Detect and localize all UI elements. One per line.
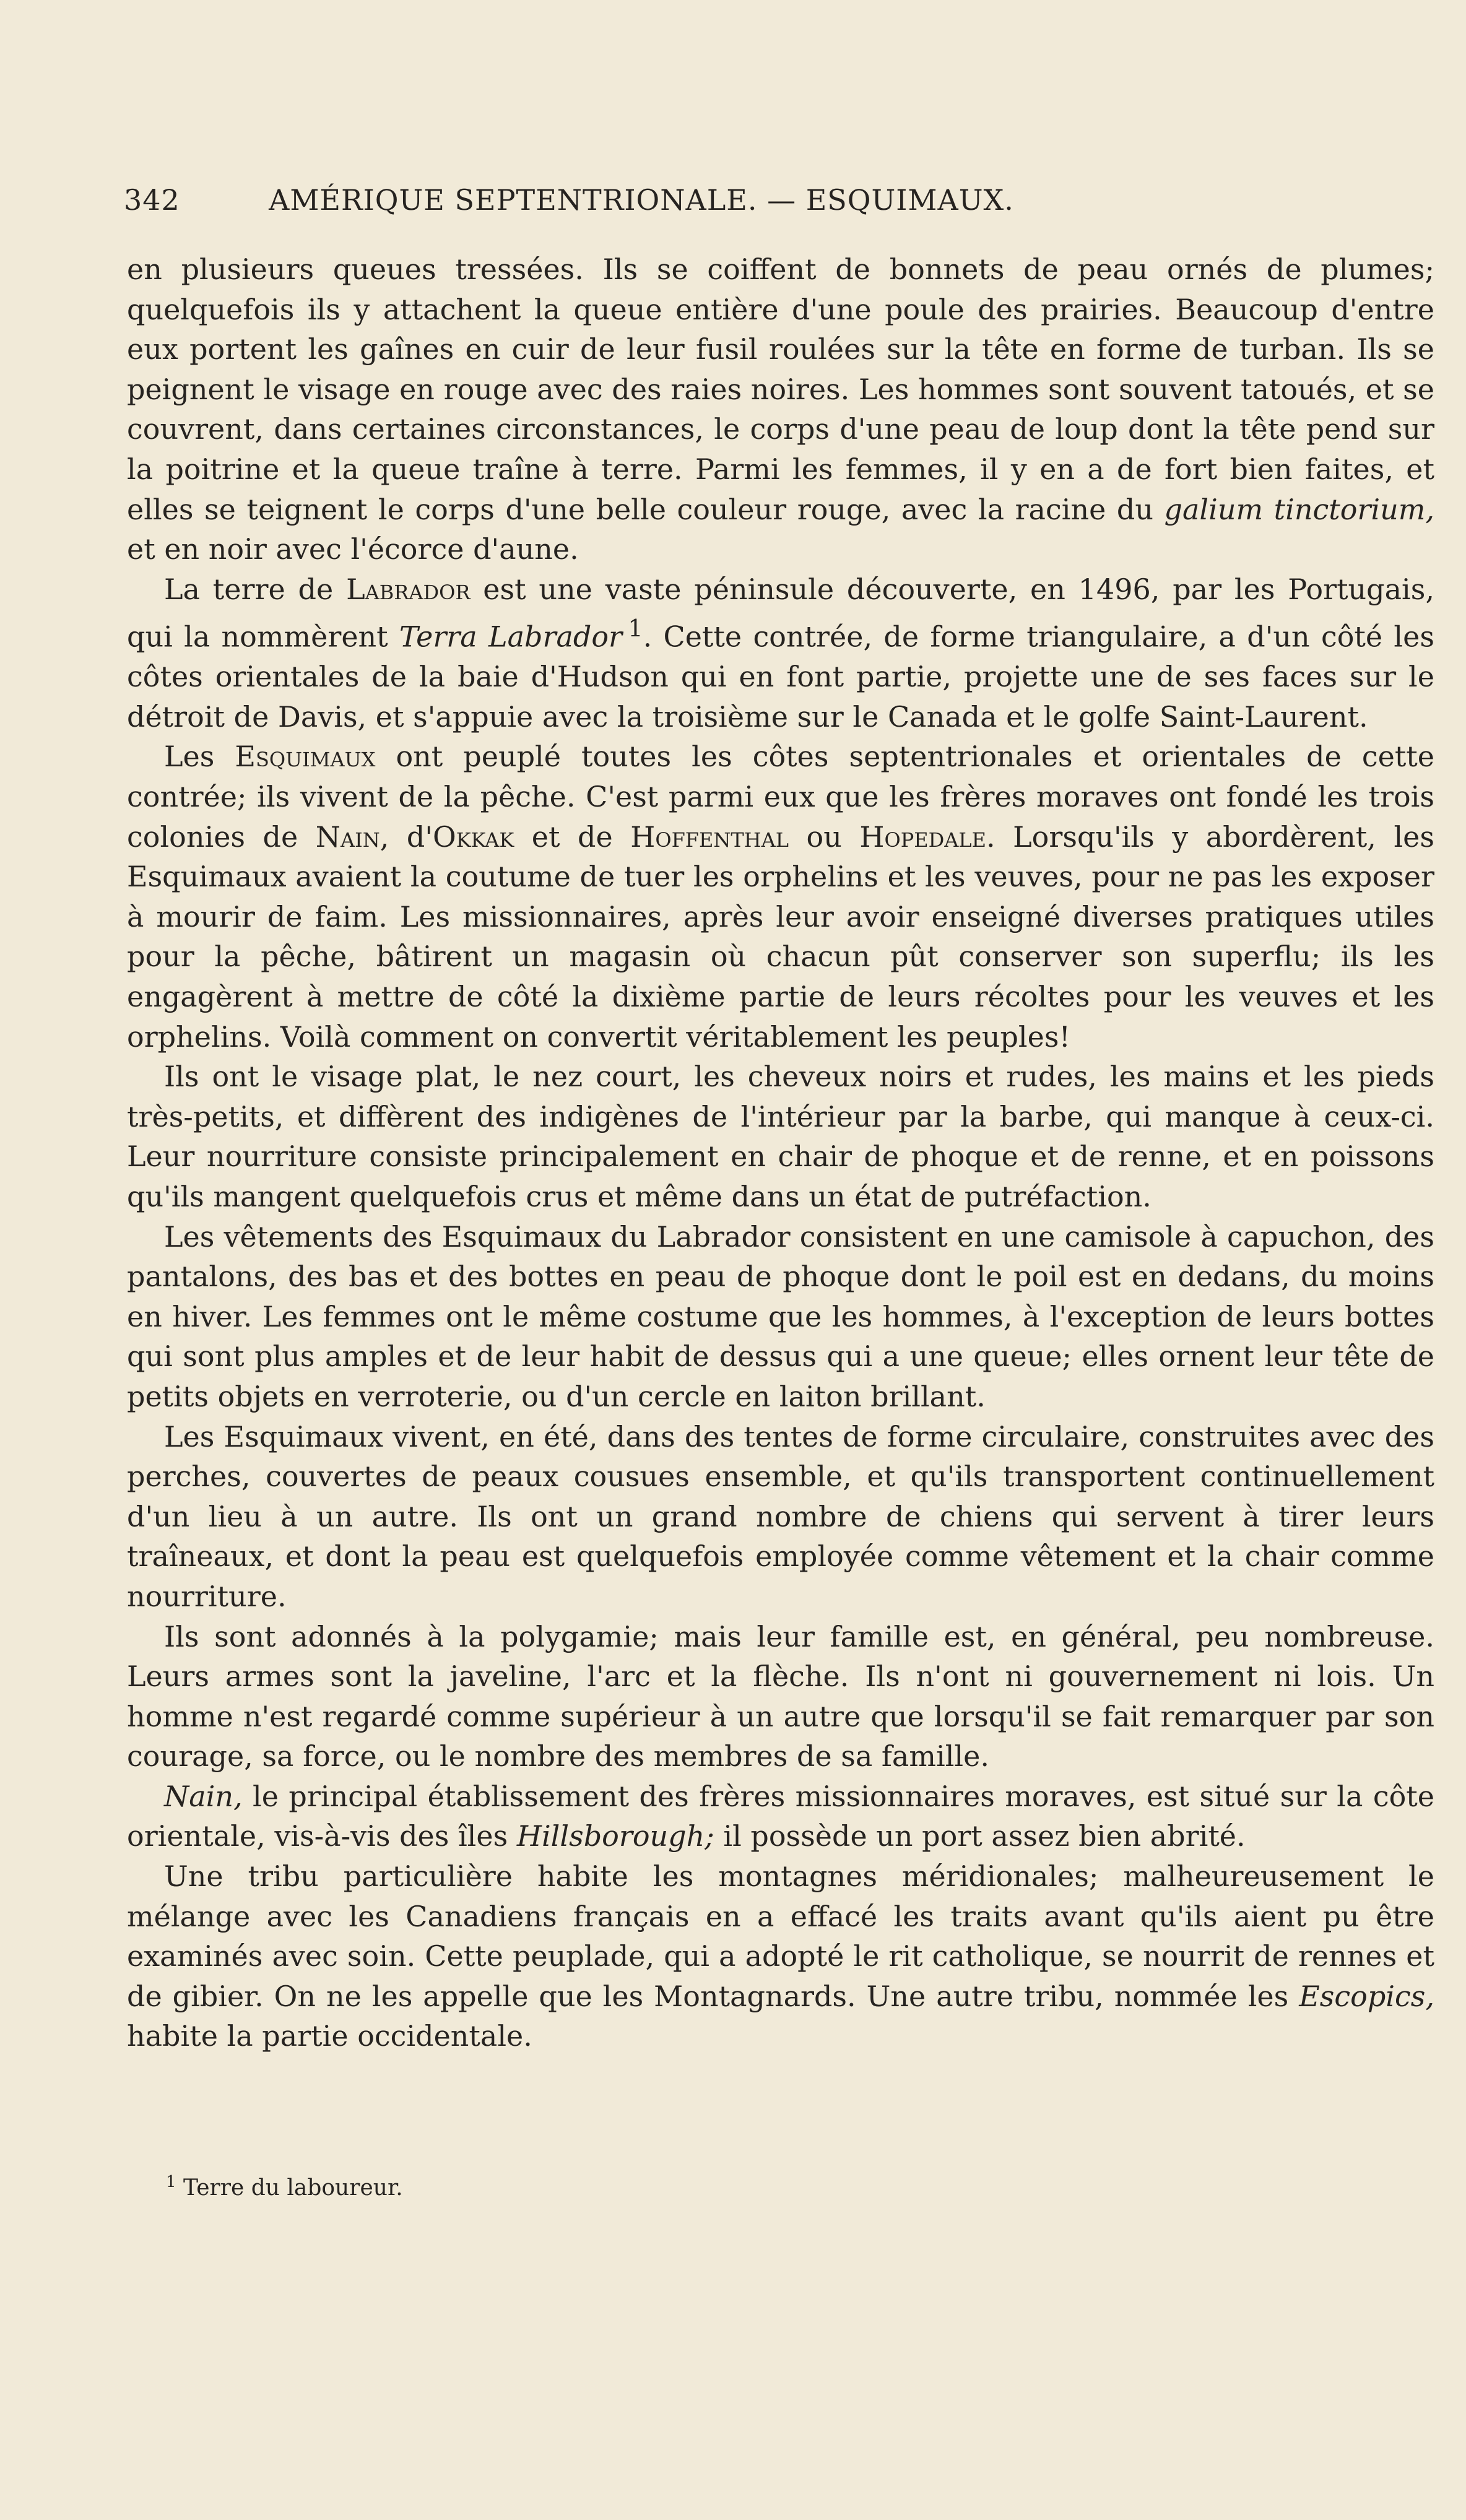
paragraph-7: Ils sont adonnés à la polygamie; mais leur famille est, en général, peu nombreuse. Leurs armes sont la javeline, l'arc et la flèche. Ils n'ont ni gouvernement ni lois. Un homme n'est regardé comme supérieur à un autre que lorsqu'il se fait remarquer par son courage, sa force, ou le nombre des membres de sa famille. — [127, 1619, 1434, 1773]
paragraph-9 — [127, 1856, 1434, 2056]
place-name: Labrador — [346, 572, 471, 606]
italic-term: galium tinctorium, — [1164, 492, 1434, 526]
italic-term: Nain, — [164, 1779, 243, 1813]
running-title: AMÉRIQUE SEPTENTRIONALE. — ESQUIMAUX. — [269, 183, 1014, 217]
body-text — [127, 249, 1434, 2056]
text-span: est une vaste péninsule découverte, en 1496, par les Portugais, qui la nommèrent — [127, 572, 1434, 654]
page-header — [124, 183, 1159, 227]
paragraph-5: Les vêtements des Esquimaux du Labrador consistent en une camisole à capuchon, des pantalons, des bas et des bottes en peau de phoque dont le poil est en dedans, du moins en hiver. Les femmes ont le même costume que les hommes, à l'exception de leurs bottes qui sont plus amples et de leur habit de dessus qui a une queue; elles ornent leur tête de petits objets en verroterie, ou d'un cercle en laiton brillant. — [127, 1219, 1434, 1413]
italic-term: Hillsborough; — [516, 1819, 714, 1853]
text-span: ont peuplé toutes les côtes septentrionales et orientales de cette contrée; ils vivent de la pêche. C'est parmi eux que les frères moraves ont fondé les trois colonies de — [127, 740, 1435, 854]
text-span: Les — [164, 740, 235, 774]
paragraph-6: Les Esquimaux vivent, en été, dans des tentes de forme circulaire, construites avec des perches, couvertes de peaux cousues ensemble, et qu'ils transportent continuellement d'un lieu à un autre. Ils ont un grand nombre de chiens qui servent à tirer leurs traîneaux, et dont la peau est quelquefois employée comme vêtement et la chair comme nourriture. — [127, 1419, 1434, 1613]
text-span: , d' — [380, 820, 433, 854]
footnote — [166, 2173, 403, 2201]
paragraph-8 — [127, 1777, 1434, 1856]
footnote-reference: 1 — [628, 615, 643, 643]
text-span: habite la partie occidentale. — [127, 2019, 532, 2053]
page-number: 342 — [124, 183, 180, 217]
place-name: Esquimaux — [235, 740, 376, 774]
footnote-mark: 1 — [166, 2173, 176, 2191]
text-span: le principal établissement des frères missionnaires moraves, est situé sur la côte orientale, vis-à-vis des îles — [127, 1779, 1434, 1853]
footnote-text: Terre du laboureur. — [183, 2175, 403, 2201]
place-name: Hoffenthal — [630, 820, 789, 854]
place-name: Nain — [315, 820, 380, 854]
text-span: Une tribu particulière habite les montagnes méridionales; malheureusement le mélange avec les Canadiens français en a effacé les traits avant qu'ils aient pu être examinés avec soin. Cette peuplade, qui a adopté le rit catholique, se nourrit de rennes et de gibier. On ne les appelle que les Montagnards. Une autre tribu, nommée les — [127, 1860, 1434, 2013]
paragraph-3 — [127, 737, 1434, 1057]
place-name: Hopedale — [859, 820, 986, 854]
italic-term: Escopics, — [1299, 1979, 1434, 2013]
italic-term: Terra Labrador — [399, 620, 622, 654]
text-span: en plusieurs queues tressées. Ils se coiffent de bonnets de peau ornés de plumes; quelquefois ils y attachent la queue entière d'une poule des prairies. Beaucoup d'entre eux portent les gaînes en cuir de leur fusil roulées sur la tête en forme de turban. Ils se peignent le visage en rouge avec des raies noires. Les hommes sont souvent tatoués, et se couvrent, dans certaines circonstances, le corps d'une peau de loup dont la tête pend sur la poitrine et la queue traîne à terre. Parmi les femmes, il y en a de fort bien faites, et elles se teignent le corps d'une belle couleur rouge, avec la racine du — [127, 253, 1434, 526]
text-span: et de — [514, 820, 631, 854]
paragraph-2 — [127, 569, 1434, 737]
place-name: Okkak — [433, 820, 514, 854]
text-span: La terre de — [164, 572, 347, 606]
text-span: ou — [788, 820, 860, 854]
text-span: et en noir avec l'écorce d'aune. — [127, 532, 579, 566]
text-span: il possède un port assez bien abrité. — [714, 1819, 1246, 1853]
paragraph-4: Ils ont le visage plat, le nez court, les cheveux noirs et rudes, les mains et les pieds très-petits, et diffèrent des indigènes de l'intérieur par la barbe, qui manque à ceux-ci. Leur nourriture consiste principalement en chair de phoque et de renne, et en poissons qu'ils mangent quelquefois crus et même dans un état de putréfaction. — [127, 1060, 1434, 1213]
text-span: . Cette contrée, de forme triangulaire, a d'un côté les côtes orientales de la baie d'Hudson qui en font partie, projette une de ses faces sur le détroit de Davis, et s'appuie avec la troisième sur le Canada et le golfe Saint-Laurent. — [127, 620, 1434, 734]
paragraph-1 — [127, 249, 1434, 569]
text-span: . Lorsqu'ils y abordèrent, les Esquimaux avaient la coutume de tuer les orphelins et les veuves, pour ne pas les exposer à mourir de faim. Les missionnaires, après leur avoir enseigné diverses pratiques utiles pour la pêche, bâtirent un magasin où chacun pût conserver son superflu; ils les engagèrent à mettre de côté la dixième partie de leurs récoltes pour les veuves et les orphelins. Voilà comment on convertit véritablement les peuples! — [127, 820, 1434, 1054]
